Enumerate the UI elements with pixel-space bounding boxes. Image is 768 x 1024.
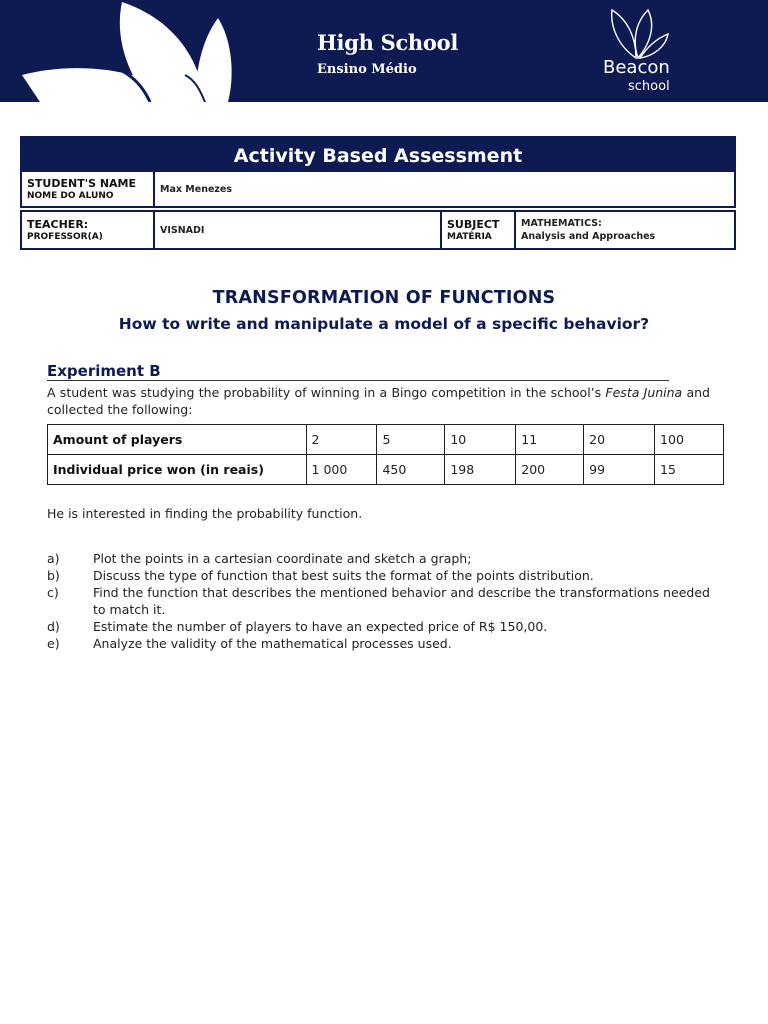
question-text: Estimate the number of players to have an expected price of R$ 150,00.: [93, 619, 548, 634]
question-list: [47, 550, 710, 652]
list-item: [47, 567, 710, 584]
brand-subtitle: school: [628, 79, 670, 94]
student-label: STUDENT'S NAME: [27, 177, 137, 190]
question-letter: c): [47, 585, 59, 600]
list-item: [47, 635, 710, 652]
table-cell: 5: [377, 425, 445, 455]
school-subtitle: Ensino Médio: [317, 62, 417, 77]
intro-text-2: and collected the following:: [47, 385, 710, 417]
list-item: [47, 550, 710, 567]
question-letter: b): [47, 568, 60, 583]
student-row: [20, 172, 736, 208]
question-text: Plot the points in a cartesian coordinate and sketch a graph;: [93, 551, 472, 566]
intro-text-1: A student was studying the probability of winning in a Bingo competition in the school’s: [47, 385, 606, 400]
question-letter: e): [47, 636, 60, 651]
document-subtitle: How to write and manipulate a model of a specific behavior?: [118, 315, 650, 333]
list-item: [47, 618, 710, 635]
experiment-title: Experiment B: [47, 362, 161, 380]
table-cell: 100: [655, 425, 724, 455]
page-header: [0, 0, 768, 102]
table-row-header: Amount of players: [48, 425, 307, 455]
teacher-label: TEACHER:: [27, 218, 89, 231]
table-cell: 20: [584, 425, 655, 455]
teacher-label-cell: [22, 212, 155, 248]
question-text: Analyze the validity of the mathematical processes used.: [93, 636, 452, 651]
interest-statement: He is interested in finding the probability function.: [47, 506, 363, 521]
table-cell: 2: [306, 425, 377, 455]
table-row: [48, 425, 724, 455]
table-cell: 200: [516, 455, 584, 485]
table-cell: 99: [584, 455, 655, 485]
table-row: [48, 455, 724, 485]
subject-value-2: Analysis and Approaches: [521, 231, 656, 242]
subject-label-pt: MATÉRIA: [447, 232, 492, 242]
question-text: Find the function that describes the mentioned behavior and describe the transformations needed to match it.: [93, 585, 710, 617]
intro-emphasis: Festa Junina: [605, 385, 683, 400]
school-title: High School: [317, 30, 458, 55]
table-cell: 198: [445, 455, 516, 485]
data-table: [47, 424, 724, 485]
teacher-name: VISNADI: [160, 224, 205, 236]
intro-paragraph: [47, 384, 710, 418]
table-cell: 10: [445, 425, 516, 455]
leaf-decoration-icon: [0, 0, 300, 102]
question-text: Discuss the type of function that best suits the format of the points distribution.: [93, 568, 594, 583]
beacon-logo-icon: [606, 6, 670, 62]
student-label-pt: NOME DO ALUNO: [27, 191, 114, 201]
student-label-cell: [22, 172, 155, 206]
student-name: Max Menezes: [160, 183, 233, 195]
brand-name: Beacon: [603, 57, 670, 78]
assessment-title: Activity Based Assessment: [20, 136, 736, 172]
table-cell: 11: [516, 425, 584, 455]
subject-label: SUBJECT: [447, 218, 500, 231]
question-letter: d): [47, 619, 60, 634]
teacher-row: [20, 210, 736, 250]
student-info-box: [20, 136, 736, 250]
document-title: TRANSFORMATION OF FUNCTIONS: [212, 288, 556, 308]
table-cell: 450: [377, 455, 445, 485]
student-value-cell: [155, 172, 734, 206]
subject-value-cell: [516, 212, 734, 248]
list-item: [47, 584, 710, 618]
question-letter: a): [47, 551, 60, 566]
experiment-underline: [47, 380, 669, 381]
teacher-label-pt: PROFESSOR(A): [27, 232, 103, 242]
subject-value-1: MATHEMATICS:: [521, 218, 602, 229]
table-cell: 15: [655, 455, 724, 485]
table-cell: 1 000: [306, 455, 377, 485]
table-row-header: Individual price won (in reais): [48, 455, 307, 485]
teacher-value-cell: [155, 212, 442, 248]
subject-label-cell: [442, 212, 516, 248]
